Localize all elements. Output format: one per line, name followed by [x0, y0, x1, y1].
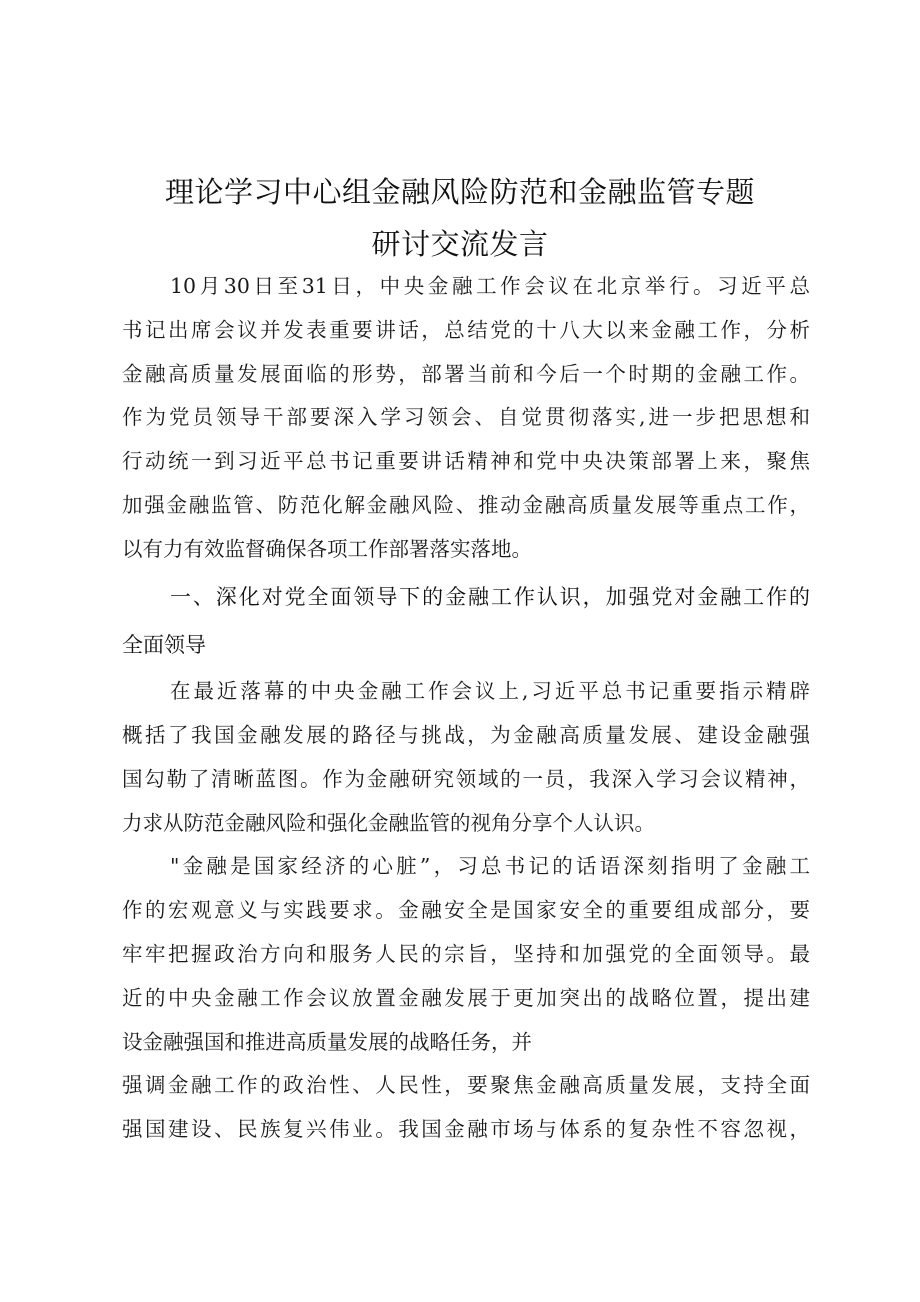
section-1-heading: 一、深化对党全面领导下的金融工作认识，加强党对金融工作的: [170, 585, 810, 609]
section-1-paragraph-line: 设金融强国和推进高质量发展的战略任务，并: [122, 1030, 532, 1054]
intro-line: 金融高质量发展面临的形势，部署当前和今后一个时期的金融工作。: [122, 362, 810, 386]
section-1-paragraph-line: 近的中央金融工作会议放置金融发展于更加突出的战略位置，提出建: [122, 986, 810, 1010]
section-1-paragraph-line: 强调金融工作的政治性、人民性，要聚焦金融高质量发展，支持全面: [122, 1073, 810, 1097]
section-1-paragraph-line: "金融是国家经济的心脏”，习总书记的话语深刻指明了金融工: [170, 854, 810, 878]
intro-line: 作为党员领导干部要深入学习领会、自觉贯彻落实,进一步把思想和: [122, 405, 810, 429]
section-1-heading: 全面领导: [122, 633, 206, 657]
intro-line: 以有力有效监督确保各项工作部署落实落地。: [122, 537, 532, 561]
document-title-line-2: 研讨交流发言: [371, 227, 549, 261]
section-1-paragraph-line: 强国建设、民族复兴伟业。我国金融市场与体系的复杂性不容忽视，: [122, 1117, 810, 1141]
section-1-paragraph-line: 概括了我国金融发展的路径与挑战，为金融高质量发展、建设金融强: [122, 723, 810, 747]
intro-line: 书记出席会议并发表重要讲话，总结党的十八大以来金融工作，分析: [122, 318, 810, 342]
section-1-paragraph-line: 力求从防范金融风险和强化金融监管的视角分享个人认识。: [122, 811, 655, 835]
section-1-paragraph-line: 作的宏观意义与实践要求。金融安全是国家安全的重要组成部分，要: [122, 898, 810, 922]
intro-line: 行动统一到习近平总书记重要讲话精神和党中央决策部署上来，聚焦: [122, 449, 810, 473]
section-1-paragraph-line: 在最近落幕的中央金融工作会议上,习近平总书记重要指示精辟: [170, 679, 810, 703]
section-1-paragraph-line: 国勾勒了清晰蓝图。作为金融研究领域的一员，我深入学习会议精神，: [122, 767, 810, 791]
section-1-paragraph-line: 牢牢把握政治方向和服务人民的宗旨，坚持和加强党的全面领导。最: [122, 942, 810, 966]
document-title-line-1: 理论学习中心组金融风险防范和金融监管专题: [164, 175, 755, 209]
intro-line: 10月30日至31日，中央金融工作会议在北京举行。习近平总: [170, 274, 810, 298]
intro-line: 加强金融监管、防范化解金融风险、推动金融高质量发展等重点工作，: [122, 493, 810, 517]
